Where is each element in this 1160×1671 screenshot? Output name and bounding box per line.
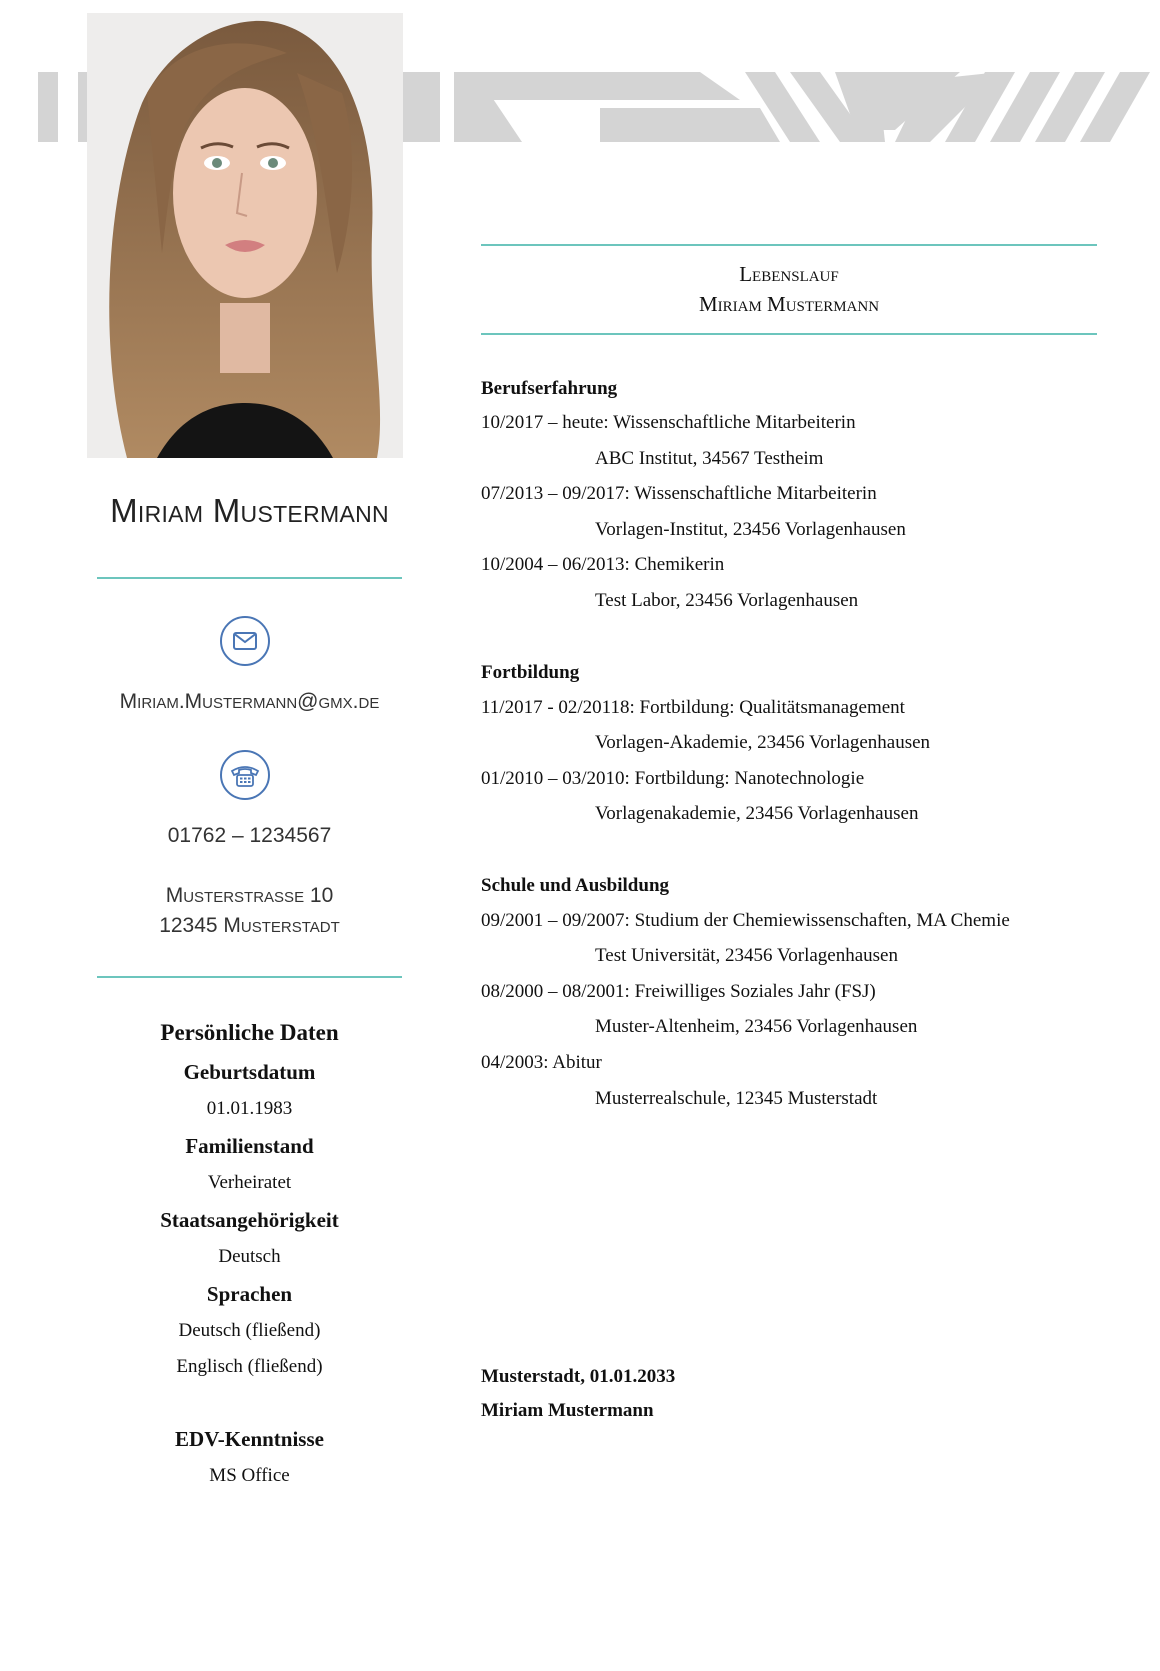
training-entry-detail: Vorlagen-Akademie, 23456 Vorlagenhausen	[595, 732, 931, 753]
it-skills-value: MS Office	[209, 1465, 290, 1486]
title-divider-bottom	[481, 333, 1097, 335]
nationality-label: Staatsangehörigkeit	[160, 1208, 339, 1232]
nationality-value: Deutsch	[218, 1246, 281, 1267]
section-heading-training: Fortbildung	[481, 662, 580, 683]
training-entry: 11/2017 - 02/20118: Fortbildung: Qualitätsmanagement	[481, 697, 905, 718]
sidebar-divider-top	[97, 577, 402, 579]
education-entry-detail: Musterrealschule, 12345 Musterstadt	[595, 1088, 878, 1109]
birthdate-value: 01.01.1983	[206, 1098, 293, 1119]
sidebar-divider-bottom	[97, 976, 402, 978]
envelope-icon	[220, 616, 270, 666]
work-entry: 10/2004 – 06/2013: Chemikerin	[481, 554, 725, 575]
section-heading-education: Schule und Ausbildung	[481, 875, 670, 896]
section-heading-work: Berufserfahrung	[481, 378, 618, 399]
education-entry: 08/2000 – 08/2001: Freiwilliges Soziales Jahr (FSJ)	[481, 981, 876, 1002]
work-entry: 07/2013 – 09/2017: Wissenschaftliche Mitarbeiterin	[481, 483, 877, 504]
telephone-icon	[220, 750, 270, 800]
phone-number[interactable]: 01762 – 1234567	[167, 824, 332, 847]
birthdate-label: Geburtsdatum	[183, 1060, 316, 1084]
work-entry-detail: Test Labor, 23456 Vorlagenhausen	[595, 590, 859, 611]
document-name: Miriam Mustermann	[698, 292, 880, 316]
work-entry-detail: ABC Institut, 34567 Testheim	[595, 448, 824, 469]
education-entry-detail: Test Universität, 23456 Vorlagenhausen	[595, 945, 898, 966]
sidebar-name: Miriam Mustermann	[110, 492, 389, 529]
document-title: Lebenslauf	[739, 262, 839, 286]
education-entry: 04/2003: Abitur	[481, 1052, 602, 1073]
marital-status-value: Verheiratet	[207, 1172, 292, 1193]
language-item: Englisch (fließend)	[176, 1356, 323, 1377]
it-skills-label: EDV-Kenntnisse	[175, 1427, 324, 1451]
address-street: Musterstrasse 10	[165, 884, 334, 907]
education-entry-detail: Muster-Altenheim, 23456 Vorlagenhausen	[595, 1016, 918, 1037]
personal-data-heading: Persönliche Daten	[160, 1020, 339, 1045]
education-entry: 09/2001 – 09/2007: Studium der Chemiewissenschaften, MA Chemie	[481, 910, 1010, 931]
training-entry: 01/2010 – 03/2010: Fortbildung: Nanotechnologie	[481, 768, 865, 789]
training-entry-detail: Vorlagenakademie, 23456 Vorlagenhausen	[595, 803, 919, 824]
address-city: 12345 Musterstadt	[159, 914, 340, 937]
marital-status-label: Familienstand	[185, 1134, 314, 1158]
languages-label: Sprachen	[206, 1282, 293, 1306]
signature-name: Miriam Mustermann	[481, 1400, 654, 1421]
work-entry-detail: Vorlagen-Institut, 23456 Vorlagenhausen	[595, 519, 906, 540]
work-entry: 10/2017 – heute: Wissenschaftliche Mitarbeiterin	[481, 412, 856, 433]
email-link[interactable]: Miriam.Mustermann@gmx.de	[119, 690, 380, 713]
language-item: Deutsch (fließend)	[178, 1320, 321, 1341]
title-divider-top	[481, 244, 1097, 246]
portrait-photo	[87, 13, 403, 458]
signature-place-date: Musterstadt, 01.01.2033	[481, 1366, 676, 1387]
